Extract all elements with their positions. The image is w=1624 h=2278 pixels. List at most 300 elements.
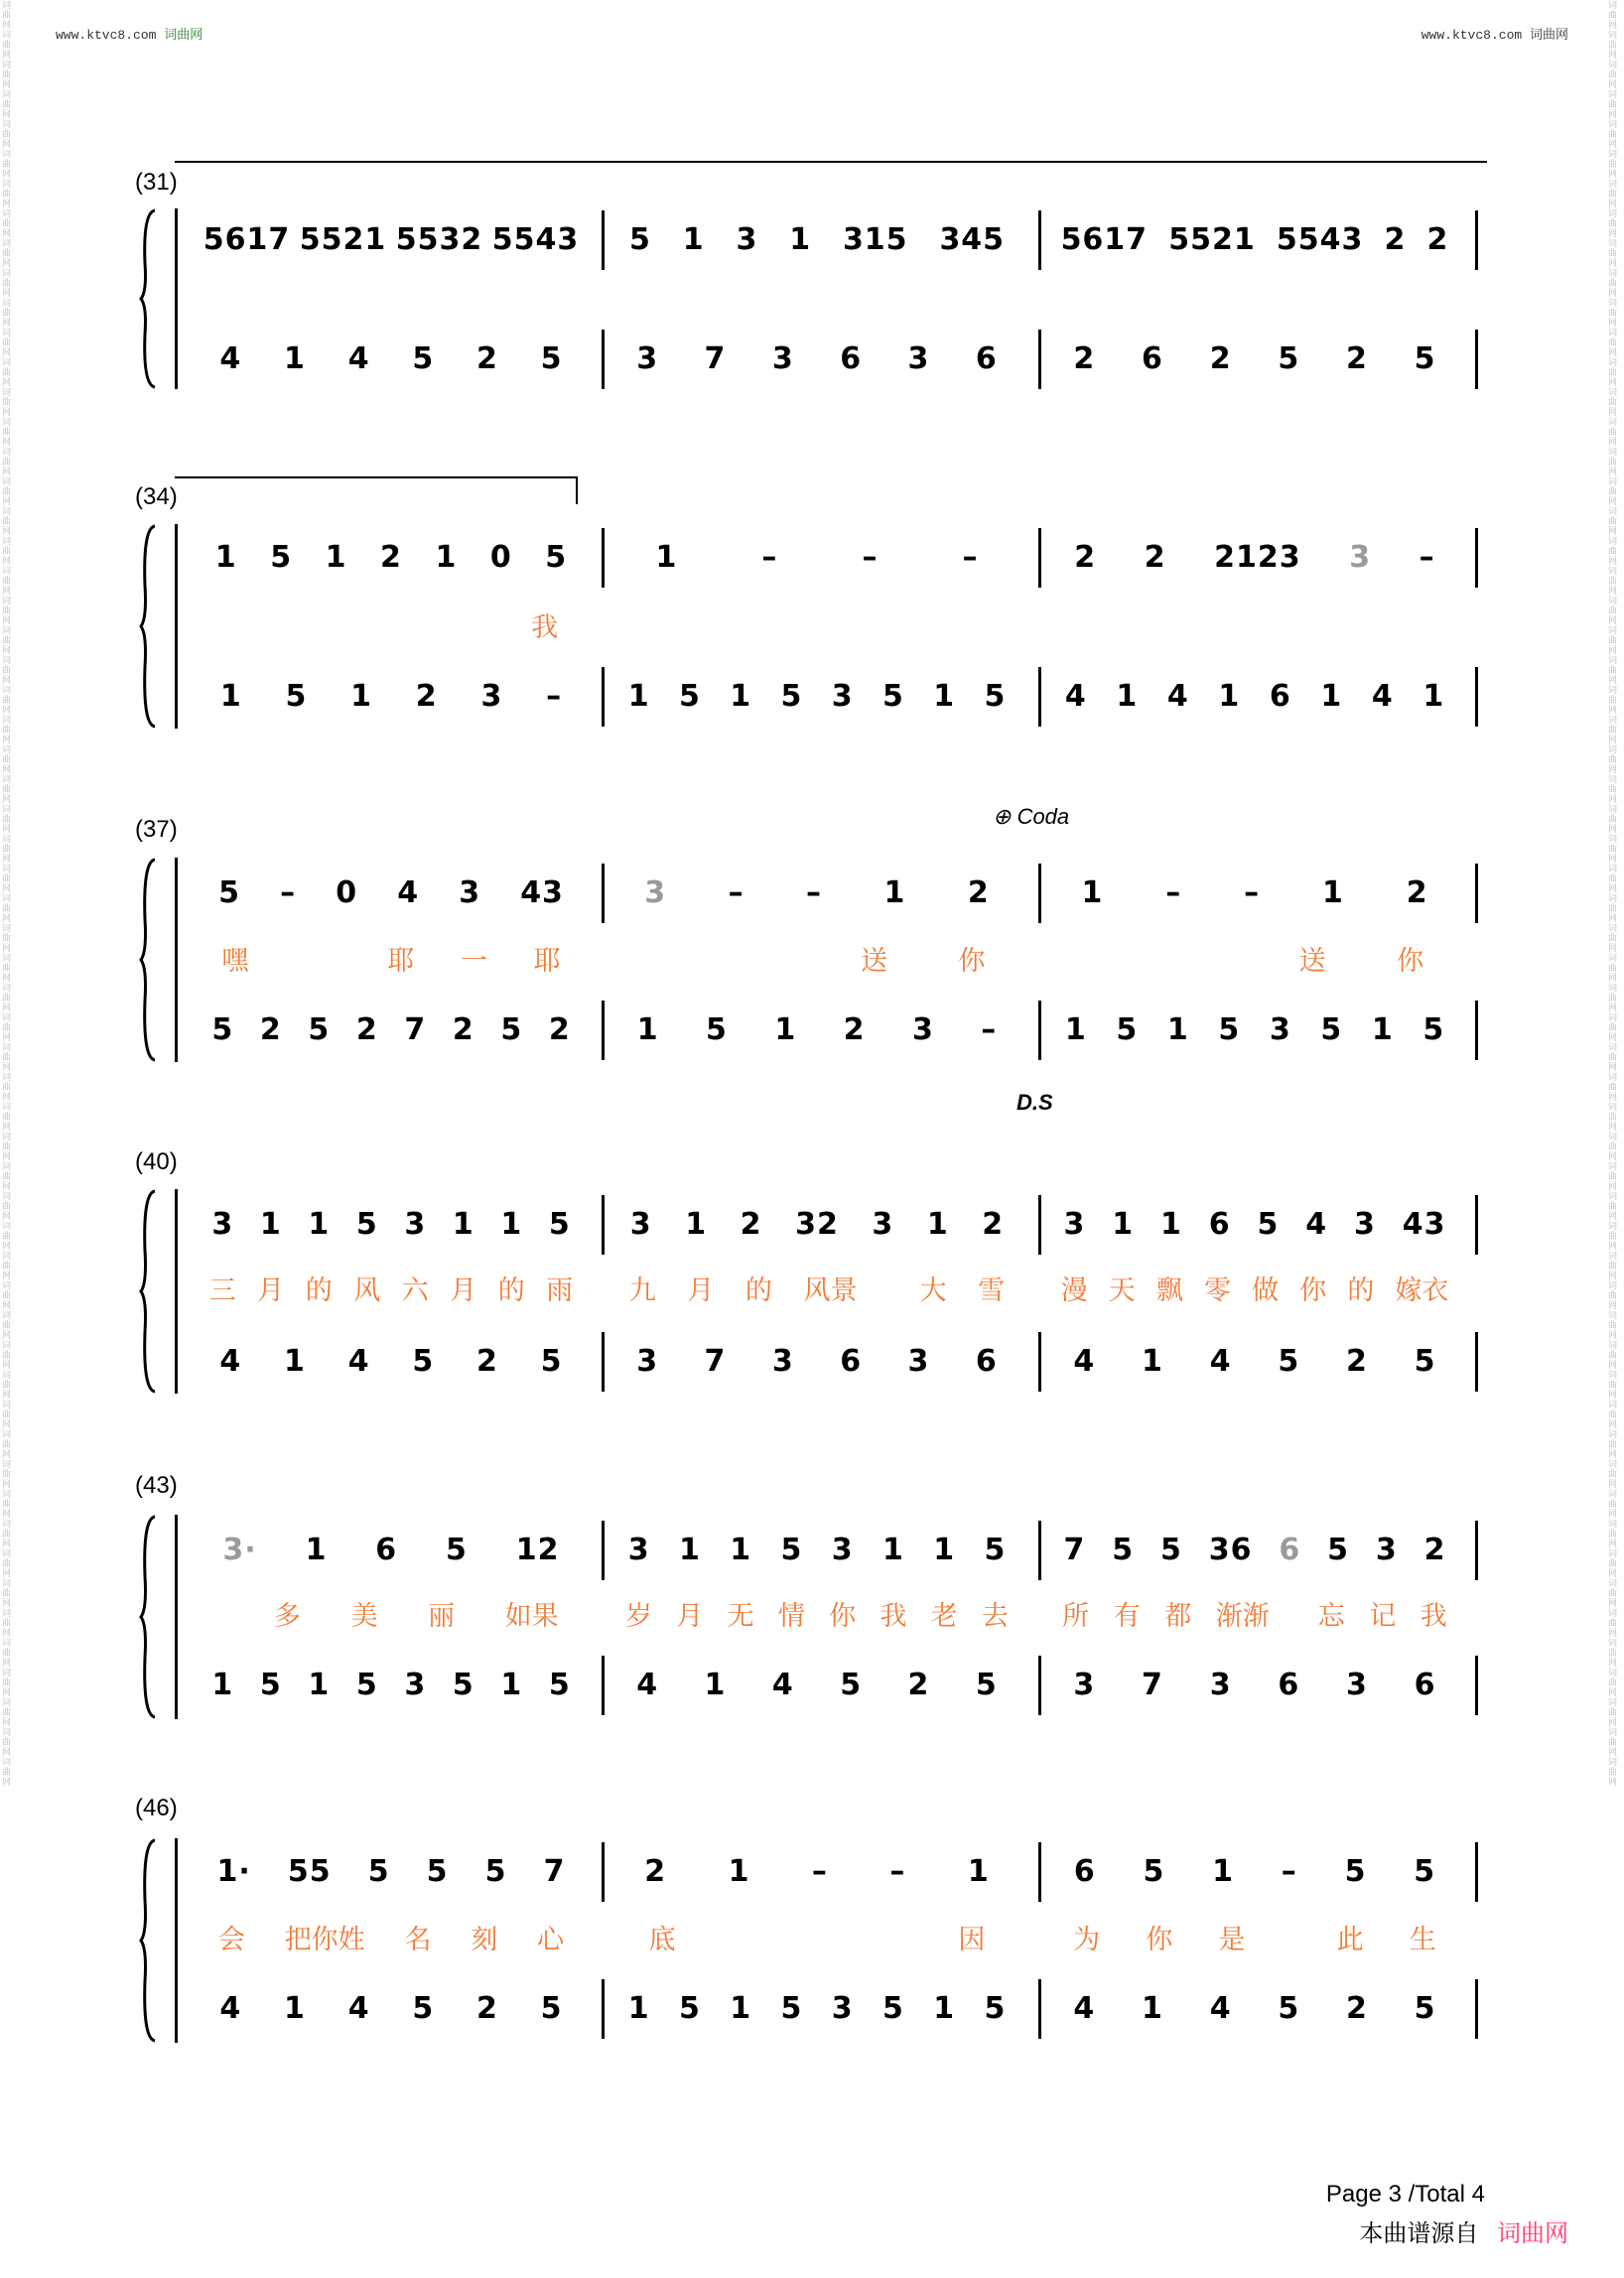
note: 6	[1269, 679, 1291, 714]
measure	[613, 536, 1020, 580]
note: 1	[211, 1668, 234, 1702]
system-brace	[139, 524, 159, 729]
note: 5	[412, 1991, 435, 2026]
note: 36	[1208, 1533, 1253, 1567]
source-label: 本曲谱源自	[1359, 2220, 1479, 2247]
note: 5	[1414, 341, 1436, 376]
note: 1	[704, 1668, 727, 1702]
note: 5	[308, 1012, 331, 1047]
system-brace	[139, 208, 159, 389]
lyrics-measure	[613, 607, 1020, 647]
note: –	[761, 540, 778, 575]
note: –	[981, 1012, 998, 1047]
lyric: 送	[1298, 946, 1326, 976]
note: 3	[1349, 540, 1372, 575]
lyric: 耶	[387, 946, 415, 976]
note: 2	[1346, 341, 1368, 376]
note: 1	[728, 1854, 750, 1889]
measure	[613, 871, 1020, 915]
note: 3	[636, 1344, 659, 1379]
note: 3	[1375, 1533, 1398, 1567]
measure	[1050, 1664, 1459, 1707]
note: 4	[347, 1344, 370, 1379]
note: 5	[1414, 1854, 1436, 1889]
note: 5	[446, 1533, 468, 1567]
note: 1	[1116, 679, 1139, 714]
note: 5	[1218, 1012, 1241, 1047]
note: 5	[1414, 1991, 1436, 2026]
note: 3	[211, 1207, 234, 1242]
lyrics-measure	[613, 941, 1020, 981]
note: 1·	[216, 1854, 251, 1889]
lyrics-measure	[1050, 1271, 1459, 1310]
note: 6	[975, 1344, 998, 1379]
note: 2	[380, 540, 402, 575]
measure	[199, 871, 584, 915]
note: 5	[452, 1668, 474, 1702]
bass-staff	[191, 337, 1481, 381]
lyrics-measure	[199, 607, 584, 647]
measure	[199, 1529, 584, 1572]
note: 5	[678, 1991, 701, 2026]
note: 4	[1073, 1344, 1096, 1379]
note: 3	[459, 875, 481, 910]
barline	[175, 858, 178, 1062]
note: 2	[982, 1207, 1005, 1242]
note: 5617	[1060, 222, 1149, 257]
note: 5	[540, 341, 563, 376]
note: 5	[412, 1344, 435, 1379]
note: 6	[840, 1344, 863, 1379]
lyric: 的	[1347, 1275, 1375, 1305]
lyric: 心	[537, 1925, 565, 1954]
note: 5521	[1168, 222, 1256, 257]
note: 5	[984, 1991, 1007, 2026]
note: 5	[426, 1854, 449, 1889]
measure-number: (46)	[135, 1795, 178, 1821]
lyric: 你	[1299, 1275, 1327, 1305]
measure	[199, 218, 584, 262]
note: 1	[1321, 875, 1344, 910]
note: 5	[1344, 1854, 1367, 1889]
measure	[1050, 218, 1459, 262]
note: 5	[706, 1012, 728, 1047]
measure	[199, 1203, 584, 1247]
lyric: 生	[1409, 1925, 1436, 1954]
lyric: 的	[744, 1275, 772, 1305]
note: 5	[840, 1668, 863, 1702]
note: 4	[397, 875, 420, 910]
lyric: 的	[497, 1275, 525, 1305]
lyric: 耶	[533, 946, 561, 976]
note: 4	[1166, 679, 1189, 714]
note: –	[889, 1854, 906, 1889]
note: 4	[219, 1344, 242, 1379]
lyrics-measure	[613, 1596, 1020, 1636]
note: 3	[872, 1207, 894, 1242]
note: 3	[480, 679, 503, 714]
note: 5	[628, 222, 651, 257]
note: 1	[627, 679, 650, 714]
note: 3	[831, 1533, 854, 1567]
note: 3·	[222, 1533, 257, 1567]
note: 5	[1320, 1012, 1343, 1047]
note: 3	[404, 1207, 427, 1242]
lyric: 如果	[504, 1601, 559, 1631]
lyric: 三	[208, 1275, 236, 1305]
note: 4	[1073, 1991, 1096, 2026]
note: –	[1165, 875, 1182, 910]
lyric: 你	[1146, 1925, 1173, 1954]
note: 1	[1159, 1207, 1182, 1242]
lyrics-measure	[1050, 607, 1459, 647]
lyric: 大	[919, 1275, 947, 1305]
note: 5	[367, 1854, 390, 1889]
note: 1	[678, 1533, 701, 1567]
lyric: 做	[1252, 1275, 1280, 1305]
lyric: 嫁衣	[1395, 1275, 1449, 1305]
note: 5	[984, 679, 1007, 714]
treble-staff	[191, 1203, 1481, 1247]
lyric: 我	[531, 612, 559, 642]
lyric: 你	[829, 1601, 857, 1631]
coda-mark: ⊕ Coda	[993, 804, 1070, 829]
note: –	[806, 875, 823, 910]
note: 1	[730, 1991, 752, 2026]
note: 43	[520, 875, 564, 910]
note: 1	[325, 540, 347, 575]
note: 1	[933, 1991, 956, 2026]
note: 2	[967, 875, 990, 910]
measure	[199, 1340, 584, 1384]
note: 1	[655, 540, 678, 575]
note: 5	[259, 1668, 282, 1702]
note: 3	[736, 222, 758, 257]
measure	[1050, 536, 1459, 580]
lyric: 天	[1108, 1275, 1136, 1305]
note: 5	[545, 540, 568, 575]
note: 3	[831, 679, 854, 714]
note: 2	[1426, 222, 1449, 257]
source-link[interactable]: 词曲网	[1497, 2220, 1568, 2247]
note: 5	[500, 1012, 523, 1047]
lyric: 漫	[1060, 1275, 1088, 1305]
treble-staff	[191, 218, 1481, 262]
lyrics-line	[191, 1596, 1481, 1636]
note: 5543	[1276, 222, 1364, 257]
note: –	[728, 875, 744, 910]
note: 5	[1278, 1344, 1300, 1379]
note: 1	[881, 1533, 904, 1567]
note: 3	[911, 1012, 934, 1047]
lyric: 因	[958, 1925, 986, 1954]
note: 1	[1081, 875, 1104, 910]
lyric: 你	[1397, 946, 1424, 976]
measure	[613, 1340, 1020, 1384]
note: 3	[907, 1344, 930, 1379]
note: 5	[211, 1012, 234, 1047]
measure-number: (34)	[135, 483, 178, 510]
lyric: 月	[687, 1275, 715, 1305]
treble-staff	[191, 536, 1481, 580]
lyric: 刻	[471, 1925, 498, 1954]
note: 3	[627, 1533, 650, 1567]
note: 1	[308, 1668, 331, 1702]
note: 1	[1218, 679, 1241, 714]
note: 6	[1142, 341, 1163, 376]
system-brace	[139, 858, 159, 1062]
note: 1	[774, 1012, 797, 1047]
page-indicator: Page 3 /Total 4	[1325, 2181, 1485, 2208]
note: 3	[907, 341, 930, 376]
note: 3	[629, 1207, 652, 1242]
system-brace	[139, 1838, 159, 2043]
lyric: 岁	[625, 1601, 653, 1631]
measure	[1050, 1203, 1459, 1247]
note: 1	[685, 1207, 708, 1242]
header-left-site: 词曲网	[164, 28, 203, 43]
note: 1	[1064, 1012, 1087, 1047]
note: 6	[975, 341, 998, 376]
measure	[1050, 1529, 1459, 1572]
lyrics-line	[191, 1920, 1481, 1959]
note: 43	[1402, 1207, 1446, 1242]
lyric: 我	[880, 1601, 907, 1631]
lyric: 记	[1369, 1601, 1397, 1631]
measure	[613, 337, 1020, 381]
note: 5	[975, 1668, 998, 1702]
lyric: 的	[305, 1275, 333, 1305]
lyric: 我	[1420, 1601, 1447, 1631]
note: 1	[933, 1533, 956, 1567]
note: 6	[375, 1533, 398, 1567]
note: 7	[1063, 1533, 1086, 1567]
measure-number: (40)	[135, 1148, 178, 1175]
lyrics-measure	[1050, 1596, 1459, 1636]
note: 7	[704, 341, 727, 376]
note: –	[1244, 875, 1261, 910]
note: 5	[780, 1533, 803, 1567]
note: 1	[967, 1854, 990, 1889]
measure	[1050, 1850, 1459, 1894]
note: 2	[740, 1207, 762, 1242]
lyric: 多	[273, 1601, 301, 1631]
measure	[1050, 675, 1459, 719]
note: 345	[939, 222, 1006, 257]
barline	[175, 1838, 178, 2043]
note: 1	[214, 540, 237, 575]
note: 32	[795, 1207, 839, 1242]
note: 315	[842, 222, 908, 257]
note: 2	[355, 1012, 378, 1047]
note: 0	[336, 875, 358, 910]
lyric: 忘	[1317, 1601, 1345, 1631]
measure	[613, 218, 1020, 262]
lyric: 有	[1113, 1601, 1141, 1631]
lyrics-measure	[613, 1920, 1020, 1959]
note: 1	[789, 222, 812, 257]
note: 5	[270, 540, 293, 575]
barline	[175, 208, 178, 389]
note: 4	[347, 341, 370, 376]
lyrics-measure	[199, 1596, 584, 1636]
note: 2	[1423, 1533, 1446, 1567]
note: 6	[1279, 1533, 1301, 1567]
measure	[613, 1008, 1020, 1052]
note: 5	[984, 1533, 1007, 1567]
note: 5	[1414, 1344, 1436, 1379]
note: 2	[1144, 540, 1166, 575]
note: 2123	[1214, 540, 1301, 575]
note: 6	[1278, 1668, 1300, 1702]
note: 3	[644, 875, 667, 910]
header-left	[56, 24, 203, 43]
note: 5	[780, 679, 803, 714]
lyrics-measure	[1050, 1920, 1459, 1959]
note: –	[962, 540, 979, 575]
lyric: 为	[1073, 1925, 1101, 1954]
note: 1	[636, 1012, 659, 1047]
lyric: 会	[217, 1925, 245, 1954]
note: 3	[404, 1668, 427, 1702]
note: 0	[489, 540, 512, 575]
note: 2	[1346, 1344, 1368, 1379]
lyric: 月	[450, 1275, 477, 1305]
note: 4	[1305, 1207, 1328, 1242]
note: 1	[1371, 1012, 1394, 1047]
lyric: 所	[1062, 1601, 1090, 1631]
measure	[613, 1203, 1020, 1247]
note: 4	[636, 1668, 659, 1702]
note: 1	[1112, 1207, 1135, 1242]
side-watermark-right: 词曲网词曲网词曲网词曲网词曲网词曲网词曲网词曲网词曲网词曲网词曲网词曲网词曲网词曲网词曲网词曲网词曲网词曲网词曲网词曲网词曲网词曲网词曲网词曲网词曲网词曲网词曲网词曲网词曲网词曲网词曲网词曲网词曲网词曲网词曲网词曲网词曲网词曲网词曲网词曲网词曲网词曲网词曲网词曲网词曲网词曲网词曲网词曲网词曲网词曲网词曲网词曲网词曲网词曲网词曲网词曲网词曲网词曲网词曲网词曲网	[1608, 0, 1618, 1787]
note: 1	[1142, 1344, 1163, 1379]
note: 4	[1209, 1991, 1232, 2026]
note: 1	[627, 1991, 650, 2026]
note: –	[546, 679, 563, 714]
note: 3	[1063, 1207, 1086, 1242]
lyric: 去	[981, 1601, 1009, 1631]
note: 6	[1414, 1668, 1436, 1702]
note: 5	[1422, 1012, 1445, 1047]
header-right	[1421, 24, 1568, 43]
note: 5	[678, 679, 701, 714]
note: 6	[1208, 1207, 1231, 1242]
note: 2	[1406, 875, 1428, 910]
lyric: 风	[353, 1275, 381, 1305]
lyric: 零	[1203, 1275, 1231, 1305]
note: 5	[881, 1991, 904, 2026]
note: 2	[644, 1854, 667, 1889]
coda-icon: ⊕	[993, 804, 1012, 829]
note: 4	[771, 1668, 794, 1702]
bass-staff	[191, 1008, 1481, 1052]
header-left-url: www.ktvc8.com	[56, 28, 157, 43]
note: 5	[285, 679, 308, 714]
note: 3	[1269, 1012, 1291, 1047]
lyrics-line	[191, 941, 1481, 981]
note: 3	[831, 1991, 854, 2026]
note: 4	[1371, 679, 1394, 714]
note: 5	[412, 341, 435, 376]
barline	[175, 1189, 178, 1394]
lyric: 美	[350, 1601, 378, 1631]
note: 2	[259, 1012, 282, 1047]
note: 6	[840, 341, 863, 376]
measure	[613, 1664, 1020, 1707]
note: 5	[218, 875, 240, 910]
note: 1	[219, 679, 242, 714]
note: 5	[780, 1991, 803, 2026]
bass-staff	[191, 1340, 1481, 1384]
note: 5	[1257, 1207, 1280, 1242]
note: 3	[1209, 1668, 1232, 1702]
lyrics-measure	[199, 941, 584, 981]
note: 5	[540, 1344, 563, 1379]
measure	[199, 1850, 584, 1894]
measure	[1050, 1008, 1459, 1052]
measure	[613, 1987, 1020, 2031]
note: 2	[1384, 222, 1407, 257]
note: 2	[843, 1012, 866, 1047]
lyric: 把你姓	[284, 1925, 365, 1954]
header-right-url: www.ktvc8.com	[1421, 28, 1523, 43]
lyric: 无	[727, 1601, 754, 1631]
note: 5543	[491, 222, 580, 257]
note: 5	[1143, 1854, 1165, 1889]
note: 5	[1116, 1012, 1139, 1047]
note: 2	[476, 341, 498, 376]
note: 1	[1422, 679, 1445, 714]
measure	[613, 1529, 1020, 1572]
note: 3	[1346, 1668, 1368, 1702]
measure	[613, 1850, 1020, 1894]
lyric: 送	[861, 946, 888, 976]
note: 2	[907, 1668, 930, 1702]
lyric: 月	[257, 1275, 285, 1305]
note: 3	[1354, 1207, 1376, 1242]
lyric: 丽	[428, 1601, 456, 1631]
measure	[199, 536, 584, 580]
note: 5	[881, 679, 904, 714]
lyric: 名	[404, 1925, 432, 1954]
lyrics-line	[191, 1271, 1481, 1310]
bass-staff	[191, 1664, 1481, 1707]
first-ending-bracket	[175, 476, 578, 504]
note: 1	[284, 1991, 306, 2026]
note: –	[862, 540, 879, 575]
note: 3	[1073, 1668, 1096, 1702]
note: 55	[287, 1854, 332, 1889]
lyrics-measure	[199, 1271, 584, 1310]
measure-number: (43)	[135, 1472, 178, 1499]
note: 4	[1209, 1344, 1232, 1379]
note: 5521	[299, 222, 387, 257]
lyrics-line	[191, 607, 1481, 647]
lyric: 雪	[978, 1275, 1006, 1305]
note: 5	[1278, 341, 1300, 376]
note: 1	[730, 679, 752, 714]
bass-staff	[191, 675, 1481, 719]
measure	[199, 675, 584, 719]
measure	[199, 1664, 584, 1707]
note: –	[811, 1854, 828, 1889]
note: 4	[219, 341, 242, 376]
note: 1	[435, 540, 458, 575]
lyric: 是	[1218, 1925, 1246, 1954]
note: –	[1419, 540, 1435, 575]
lyrics-measure	[199, 1920, 584, 1959]
